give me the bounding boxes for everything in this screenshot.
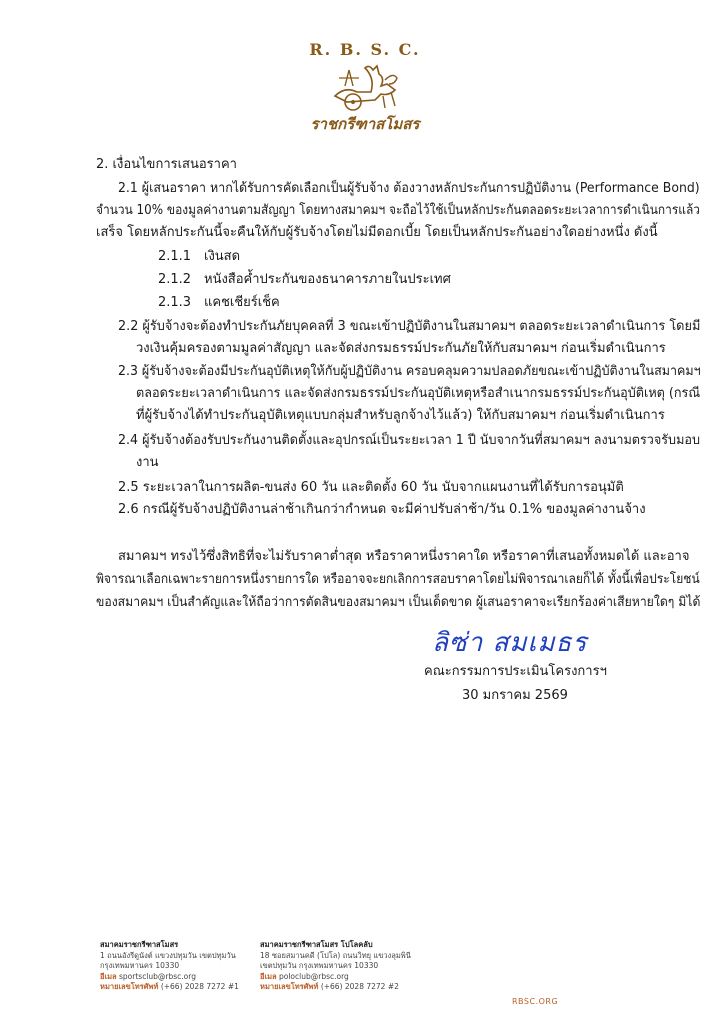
clause-2-1-line-2: จำนวน 10% ของมูลค่างานตามสัญญา โดยทางสมาคมฯ จะถือไว้ใช้เป็นหลักประกันตลอดระยะเวลาการดำเนินการแล้ว bbox=[96, 203, 701, 218]
footer-phone[interactable]: (+66) 2028 7272 #2 bbox=[320, 982, 399, 991]
sub-item-number: 2.1.2 bbox=[158, 272, 192, 287]
sub-item-text: หนังสือค้ำประกันของธนาคารภายในประเทศ bbox=[204, 272, 451, 287]
clause-2-1-line-1: 2.1 ผู้เสนอราคา หากได้รับการคัดเลือกเป็นผู้รับจ้าง ต้องวางหลักประกันการปฏิบัติงาน (Performance Bond) bbox=[118, 181, 700, 196]
handwritten-signature: ลิซ่า สมเมธร bbox=[432, 628, 588, 658]
clause-2-6: 2.6 กรณีผู้รับจ้างปฏิบัติงานล่าช้าเกินกว่ากำหนด จะมีค่าปรับล่าช้า/วัน 0.1% ของมูลค่างานจ้าง bbox=[118, 502, 646, 517]
footer-title: สมาคมราชกรีฑาสโมสร bbox=[100, 940, 179, 949]
footer-phone[interactable]: (+66) 2028 7272 #1 bbox=[160, 982, 239, 991]
chariot-emblem-icon bbox=[325, 56, 405, 114]
section-heading: 2. เงื่อนไขการเสนอราคา bbox=[96, 157, 237, 172]
footer-polo-club bbox=[260, 940, 411, 993]
footer-email-row bbox=[260, 972, 411, 983]
footer-email-label: อีเมล bbox=[100, 971, 117, 981]
sub-item-text: เงินสด bbox=[204, 249, 241, 264]
footer-email-label: อีเมล bbox=[260, 971, 277, 981]
footer-address: 1 ถนนอังรีดูนังต์ แขวงปทุมวัน เขตปทุมวัน bbox=[100, 950, 236, 960]
clause-2-3-line-1: 2.3 ผู้รับจ้างจะต้องมีประกันอุบัติเหตุให้กับผู้ปฏิบัติงาน ครอบคลุมความปลอดภัยขณะเข้าปฏิบัติงานในสมาคมฯ bbox=[118, 364, 701, 379]
footer-address: กรุงเทพมหานคร 10330 bbox=[100, 961, 180, 970]
footer-phone-label: หมายเลขโทรศัพท์ bbox=[260, 982, 319, 991]
footer-address: 18 ซอยสมานคดี (โปโล) ถนนวิทยุ แขวงลุมพินี bbox=[260, 950, 411, 960]
closing-line-3: ของสมาคมฯ เป็นสำคัญและให้ถือว่าการตัดสินของสมาคมฯ เป็นเด็ดขาด ผู้เสนอราคาจะเรียกร้องค่าเสียหายใดๆ มิได้ bbox=[96, 595, 701, 610]
footer-sports-club bbox=[100, 940, 239, 993]
clause-2-4-line-2: งาน bbox=[136, 455, 159, 470]
sub-item-number: 2.1.3 bbox=[158, 295, 192, 310]
signature-date: 30 มกราคม 2569 bbox=[462, 688, 568, 703]
clause-2-1-line-3: เสร็จ โดยหลักประกันนี้จะคืนให้กับผู้รับจ้างโดยไม่มีดอกเบี้ย โดยเป็นหลักประกันอย่างใดอย่างหนึ่ง ดังนี้ bbox=[96, 225, 658, 240]
footer-title: สมาคมราชกรีฑาสโมสร โปโลคลับ bbox=[260, 940, 373, 949]
footer-phone-label: หมายเลขโทรศัพท์ bbox=[100, 982, 159, 991]
footer-phone-row bbox=[100, 982, 239, 993]
clause-2-3-line-3: ที่ผู้รับจ้างได้ทำประกันอุบัติเหตุแบบกลุ่มสำหรับลูกจ้างไว้แล้ว) ให้กับสมาคมฯ ก่อนเริ่มดำเนินการ bbox=[136, 408, 665, 423]
clause-2-4-line-1: 2.4 ผู้รับจ้างต้องรับประกันงานติดตั้งและอุปกรณ์เป็นระยะเวลา 1 ปี นับจากวันที่สมาคมฯ ลงนามตรวจรับมอบ bbox=[118, 433, 701, 448]
logo-initials: R. B. S. C. bbox=[309, 40, 421, 59]
footer-website-link[interactable]: RBSC.ORG bbox=[512, 997, 559, 1006]
clause-2-2-line-1: 2.2 ผู้รับจ้างจะต้องทำประกันภัยบุคคลที่ 3 ขณะเข้าปฏิบัติงานในสมาคมฯ ตลอดระยะเวลาดำเนินการ โดยมี bbox=[118, 319, 701, 334]
clause-2-3-line-2: ตลอดระยะเวลาดำเนินการ และจัดส่งกรมธรรม์ประกันอุบัติเหตุหรือสำเนากรมธรรม์ประกันอุบัติเหตุ (กรณี bbox=[136, 386, 701, 401]
footer-email-row bbox=[100, 972, 239, 983]
closing-line-1: สมาคมฯ ทรงไว้ซึ่งสิทธิที่จะไม่รับราคาต่ำสุด หรือราคาหนึ่งราคาใด หรือราคาที่เสนอทั้งหมดได้ และอาจ bbox=[118, 549, 690, 564]
rbsc-logo bbox=[300, 40, 430, 135]
signature bbox=[432, 618, 602, 656]
sub-item-number: 2.1.1 bbox=[158, 249, 192, 264]
footer-address: เขตปทุมวัน กรุงเทพมหานคร 10330 bbox=[260, 961, 379, 970]
footer-email[interactable]: poloclub@rbsc.org bbox=[279, 971, 349, 981]
committee-name: คณะกรรมการประเมินโครงการฯ bbox=[424, 664, 607, 679]
closing-line-2: พิจารณาเลือกเฉพาะรายการหนึ่งรายการใด หรืออาจจะยกเลิกการสอบราคาโดยไม่พิจารณาเลยก็ได้ ทั้งนี้เพื่อประโยชน์ bbox=[96, 572, 700, 587]
logo-name: ราชกรีฑาสโมสร bbox=[310, 115, 420, 133]
sub-item-text: แคชเชียร์เช็ค bbox=[204, 295, 280, 310]
footer-email[interactable]: sportsclub@rbsc.org bbox=[119, 971, 196, 981]
clause-2-2-line-2: วงเงินคุ้มครองตามมูลค่าสัญญา และจัดส่งกรมธรรม์ประกันภัยให้กับสมาคมฯ ก่อนเริ่มดำเนินการ bbox=[136, 341, 666, 356]
footer-phone-row bbox=[260, 982, 411, 993]
clause-2-5: 2.5 ระยะเวลาในการผลิต-ขนส่ง 60 วัน และติดตั้ง 60 วัน นับจากแผนงานที่ได้รับการอนุมัติ bbox=[118, 480, 624, 495]
